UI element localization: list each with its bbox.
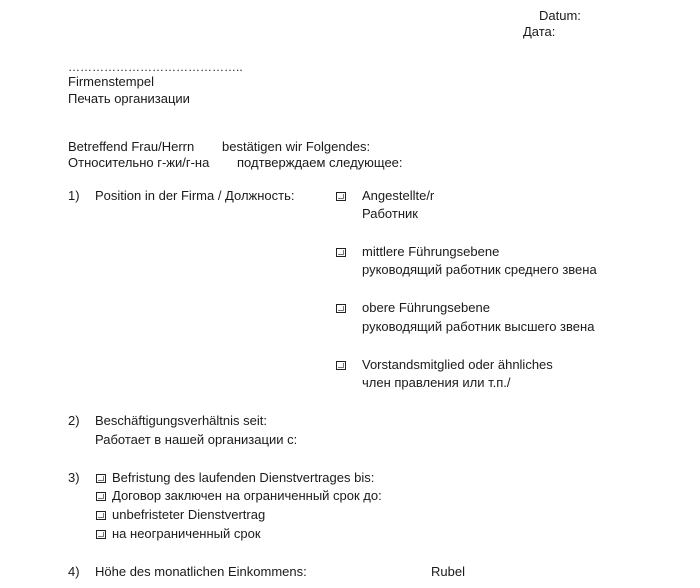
company-stamp-label-de: Firmenstempel <box>68 74 154 89</box>
q1-option-middle-ru: руководящий работник среднего звена <box>362 262 597 277</box>
q3-option-permanent-de: unbefristeter Dienstvertrag <box>112 507 266 522</box>
q4-number: 4) <box>68 564 80 579</box>
q1-option-employee-de: Angestellte/r <box>362 188 435 203</box>
intro-confirm-ru: подтверждаем следующее: <box>237 155 403 170</box>
signature-dots: …………………………………….. <box>68 60 243 74</box>
q2-employment-since-ru: Работает в нашей организации с: <box>95 432 298 447</box>
q3-option-fixed-ru: Договор заключен на ограниченный срок до: <box>112 488 382 503</box>
q1-option-middle-de: mittlere Führungsebene <box>362 244 500 259</box>
q3-permanent-checkbox[interactable] <box>96 511 106 520</box>
q3-fixed-term-checkbox[interactable] <box>96 474 106 483</box>
intro-concerning-de: Betreffend Frau/Herrn <box>68 139 195 154</box>
q4-monthly-income-label: Höhe des monatlichen Einkommens: <box>95 564 307 579</box>
q3-number: 3) <box>68 470 80 485</box>
q1-employee-checkbox[interactable] <box>336 192 346 201</box>
q1-position-label: Position in der Firma / Должность: <box>95 188 295 203</box>
q3-fixed-term-ru-checkbox[interactable] <box>96 492 106 501</box>
q1-option-upper-de: obere Führungsebene <box>362 300 490 315</box>
q1-middle-management-checkbox[interactable] <box>336 248 346 257</box>
q3-option-permanent-ru: на неограниченный срок <box>112 526 261 541</box>
date-label-ru: Дата: <box>523 24 556 39</box>
date-label-de: Datum: <box>539 8 581 23</box>
q2-number: 2) <box>68 413 80 428</box>
q1-option-board-de: Vorstandsmitglied oder ähnliches <box>362 357 553 372</box>
intro-concerning-ru: Относительно г-жи/г-на <box>68 155 210 170</box>
q2-employment-since-de: Beschäftigungsverhältnis seit: <box>95 413 267 428</box>
intro-confirm-de: bestätigen wir Folgendes: <box>222 139 371 154</box>
q3-option-fixed-de: Befristung des laufenden Dienstvertrages bis: <box>112 470 375 485</box>
q1-number: 1) <box>68 188 80 203</box>
q1-option-employee-ru: Работник <box>362 206 418 221</box>
q1-option-upper-ru: руководящий работник высшего звена <box>362 319 595 334</box>
q4-currency-label: Rubel <box>431 564 465 579</box>
q1-board-member-checkbox[interactable] <box>336 361 346 370</box>
q3-permanent-ru-checkbox[interactable] <box>96 530 106 539</box>
q1-upper-management-checkbox[interactable] <box>336 304 346 313</box>
company-stamp-label-ru: Печать организации <box>68 91 190 106</box>
q1-option-board-ru: член правления или т.п./ <box>362 375 511 390</box>
